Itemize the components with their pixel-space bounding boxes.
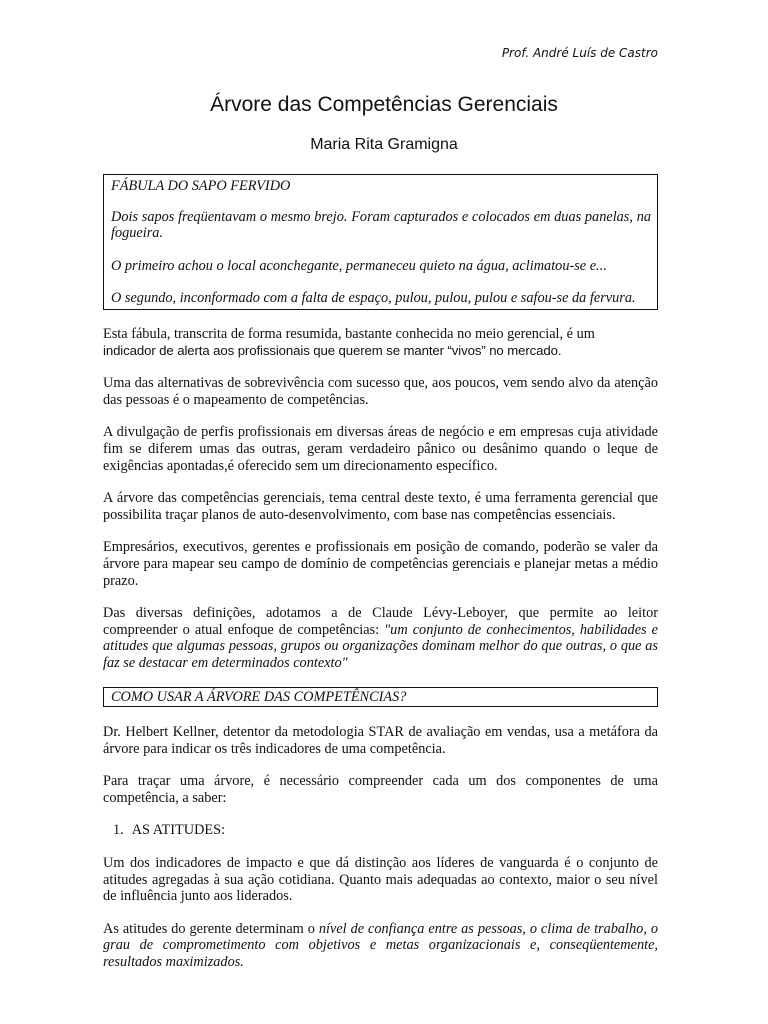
- fable-line: Dois sapos freqüentavam o mesmo brejo. Foram capturados e colocados em duas panelas, na fogueira.: [111, 208, 651, 242]
- list-number: 1.: [113, 822, 124, 839]
- intro-line-2: indicador de alerta aos profissionais que querem se manter “vivos” no mercado.: [103, 342, 562, 358]
- definition-paragraph: [103, 605, 658, 671]
- intro-paragraph: [103, 326, 658, 359]
- attitudes-lead: As atitudes do gerente determinam o: [103, 920, 319, 937]
- body-paragraph: A divulgação de perfis profissionais em diversas áreas de negócio e em empresas cuja atividade fim se diferem umas das outras, geram verdadeiro pânico ou desânimo quando o leque de exigências apontadas,é oferecido sem um direcionamento específico.: [103, 424, 658, 474]
- list-item-attitudes: [103, 822, 658, 839]
- author-name: Prof. André Luís de Castro: [501, 46, 658, 60]
- section-heading: COMO USAR A ÁRVORE DAS COMPETÊNCIAS?: [111, 689, 407, 706]
- body-paragraph: Empresários, executivos, gerentes e profissionais em posição de comando, poderão se valer da árvore para mapear seu campo de domínio de competências gerenciais e planejar metas a médio prazo.: [103, 539, 658, 589]
- list-label: AS ATITUDES:: [131, 822, 226, 839]
- attitudes-italic: nível de confiança entre as pessoas, o clima de trabalho, o grau de comprometimento com objetivos e metas organizacionais e, conseqüentemente, resultados maximizados.: [103, 920, 658, 970]
- fable-line: O segundo, inconformado com a falta de espaço, pulou, pulou, pulou e safou-se da fervura.: [111, 290, 636, 307]
- attitudes-paragraph: Um dos indicadores de impacto e que dá distinção aos líderes de vanguarda é o conjunto de atitudes agregadas à sua ação cotidiana. Quanto mais adequadas ao contexto, maior o seu nível de influência junto aos liderados.: [103, 855, 658, 905]
- fable-heading: FÁBULA DO SAPO FERVIDO: [111, 178, 291, 194]
- definition-quote: "um conjunto de conhecimentos, habilidades e atitudes que algumas pessoas, grupos ou organizações dominam melhor do que outras, o que as faz se destacar em determinados contexto": [103, 621, 659, 671]
- fable-line: O primeiro achou o local aconchegante, permaneceu quieto na água, aclimatou-se e...: [111, 257, 607, 274]
- document-body: [103, 174, 658, 987]
- document-subtitle: Maria Rita Gramigna: [310, 136, 458, 153]
- definition-text: Das diversas definições, adotamos a de Claude Lévy-Leboyer, que permite ao leitor compreender o atual enfoque de competências:: [103, 605, 658, 638]
- body-paragraph: A árvore das competências gerenciais, tema central deste texto, é uma ferramenta gerencial que possibilita traçar planos de auto-desenvolvimento, com base nas competências essenciais.: [103, 490, 658, 523]
- document-title: Árvore das Competências Gerenciais: [210, 93, 558, 116]
- section-heading-box: [103, 687, 658, 707]
- section-paragraph: Para traçar uma árvore, é necessário compreender cada um dos componentes de uma competência, a saber:: [103, 773, 658, 806]
- body-paragraph: Uma das alternativas de sobrevivência com sucesso que, aos poucos, vem sendo alvo da atenção das pessoas é o mapeamento de competências.: [103, 375, 658, 408]
- attitudes-paragraph-2: [103, 921, 658, 971]
- fable-box: [103, 174, 658, 310]
- section-paragraph: Dr. Helbert Kellner, detentor da metodologia STAR de avaliação em vendas, usa a metáfora da árvore para indicar os três indicadores de uma competência.: [103, 724, 658, 757]
- intro-line-1: Esta fábula, transcrita de forma resumida, bastante conhecida no meio gerencial, é um: [103, 325, 595, 342]
